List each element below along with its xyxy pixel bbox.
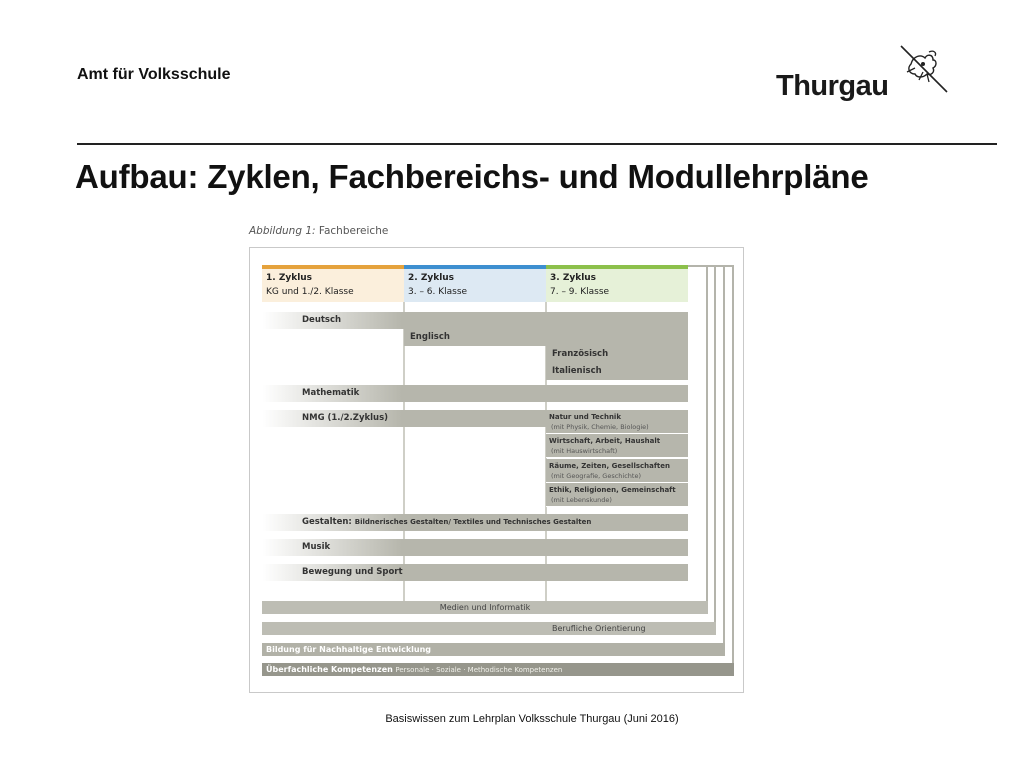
subject-nmg: NMG (1./2.Zyklus): [262, 410, 546, 427]
nmg-subject: Natur und Technik (mit Physik, Chemie, Biologie): [546, 410, 688, 434]
strip-ueberfachlich: Überfachliche Kompetenzen Personale · Soziale · Methodische Kompetenzen: [262, 663, 734, 676]
fachbereiche-figure: [249, 247, 744, 693]
subject-italienisch: Italienisch: [546, 363, 688, 380]
cycle-classes: KG und 1./2. Klasse: [266, 287, 354, 297]
subject-mathematik: Mathematik: [262, 385, 688, 402]
thurgau-lion-logo-icon: [893, 44, 951, 94]
subject-franzoesisch: Französisch: [546, 346, 688, 363]
subject-deutsch: Deutsch: [262, 312, 688, 329]
strip-medien: Medien und Informatik: [262, 601, 708, 614]
caption-text: Fachbereiche: [318, 225, 389, 237]
cycle-title: 2. Zyklus: [408, 273, 455, 283]
cycle-classes: 7. – 9. Klasse: [550, 287, 610, 297]
strip-berufliche: Berufliche Orientierung: [262, 622, 716, 635]
subject-englisch: Englisch: [404, 329, 688, 346]
nmg-subject: Ethik, Religionen, Gemeinschaft (mit Lebenskunde): [546, 483, 688, 507]
strip-bne: Bildung für Nachhaltige Entwicklung: [262, 643, 725, 656]
nmg-subject: Räume, Zeiten, Gesellschaften (mit Geografie, Geschichte): [546, 459, 688, 483]
cycle-header-3: [546, 265, 688, 302]
header-rule: [77, 143, 997, 145]
figure-caption: [249, 225, 388, 237]
cycle-divider-1: [403, 302, 405, 601]
cycle-title: 1. Zyklus: [266, 273, 313, 283]
cycle-title: 3. Zyklus: [550, 273, 597, 283]
nmg-subject: Wirtschaft, Arbeit, Haushalt (mit Hauswirtschaft): [546, 434, 688, 458]
footer-text: Basiswissen zum Lehrplan Volksschule Thurgau (Juni 2016): [385, 713, 679, 725]
brand-wordmark: Thurgau: [776, 70, 889, 102]
cycle-classes: 3. – 6. Klasse: [408, 287, 468, 297]
subject-bewegung: Bewegung und Sport: [262, 564, 688, 581]
cycle-header-1: [262, 265, 404, 302]
subject-gestalten: Gestalten: Bildnerisches Gestalten/ Textiles und Technisches Gestalten: [262, 514, 688, 531]
caption-label: Abbildung 1:: [249, 225, 316, 237]
subject-musik: Musik: [262, 539, 688, 556]
page-title: Aufbau: Zyklen, Fachbereichs- und Modullehrpläne: [75, 158, 869, 195]
cycle-header-2: [404, 265, 546, 302]
organization-name: Amt für Volksschule: [77, 66, 231, 83]
